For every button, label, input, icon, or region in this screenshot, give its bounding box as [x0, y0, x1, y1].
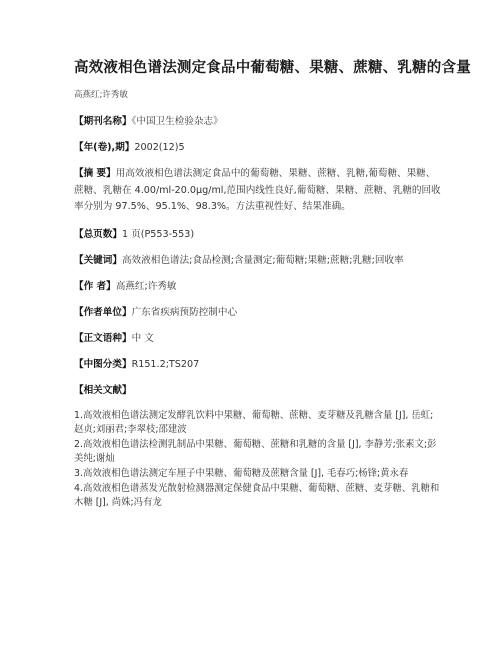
field-author-value: 高燕红;许秀敏: [115, 280, 177, 292]
field-abstract-value: 用高效液相色谱法测定食品中的葡萄糖、果糖、蔗糖、乳糖,葡萄糖、果糖、蔗糖、乳糖在 4.00/ml-20.0μg/ml,范围内线性良好,葡萄糖、果糖、蔗糖、乳糖的回收率分别为 97.5%、95.1%、98.3%。方法重视性好、结果准确。: [74, 168, 441, 212]
field-author: [74, 279, 442, 294]
field-year: [74, 140, 442, 155]
field-keywords: [74, 253, 442, 268]
field-related: [74, 383, 442, 398]
field-author-unit-value: 广东省疾病预防控制中心: [131, 306, 238, 318]
field-keywords-value: 高效液相色谱法;食品检测;含量测定;葡萄糖;果糖;蔗糖;乳糖;回收率: [121, 254, 404, 266]
field-language-label: 【正文语种】: [74, 332, 132, 344]
field-journal-label: 【期刊名称】: [74, 116, 132, 127]
field-journal-value: 《中国卫生检验杂志》: [131, 116, 223, 127]
field-keywords-label: 【关键词】: [74, 254, 122, 266]
reference-list: [74, 409, 442, 510]
field-year-label: 【年(卷),期】: [74, 142, 135, 153]
reference-item[interactable]: 3.高效液相色谱法测定车厘子中果糖、葡萄糖及蔗糖含量 [J], 毛春巧;杨锋;黄永春: [74, 467, 409, 479]
reference-item[interactable]: 1.高效液相色谱法测定发酵乳饮料中果糖、葡萄糖、蔗糖、麦芽糖及乳糖含量 [J], 岳虹;赵贞;刘丽君;李翠枝;邵建波: [74, 409, 434, 435]
field-classification-label: 【中图分类】: [74, 358, 132, 370]
document-title: 高效液相色谱法测定食品中葡萄糖、果糖、蔗糖、乳糖的含量: [74, 60, 471, 76]
field-classification-value: R151.2;TS207: [131, 358, 200, 370]
field-abstract-label: 【摘 要】: [74, 168, 116, 179]
field-language: [74, 331, 442, 346]
field-pages-value: 1 页(P553-553): [121, 228, 195, 240]
field-journal: [74, 114, 442, 129]
reference-item[interactable]: 2.高效液相色谱法检测乳制品中果糖、葡萄糖、蔗糖和乳糖的含量 [J], 李静芳;张素文;彭美纯;谢灿: [74, 438, 437, 464]
field-language-value: 中 文: [131, 332, 154, 344]
field-abstract: [74, 166, 442, 216]
field-classification: [74, 357, 442, 372]
field-author-unit: [74, 305, 442, 320]
field-author-label: 【作 者】: [74, 280, 116, 292]
field-pages-label: 【总页数】: [74, 228, 122, 240]
field-pages: [74, 227, 442, 242]
reference-item[interactable]: 4.高效液相色谱蒸发光散射检测器测定保健食品中果糖、葡萄糖、蔗糖、麦芽糖、乳糖和木糖 [J], 尚姝;冯有龙: [74, 482, 440, 508]
field-author-unit-label: 【作者单位】: [74, 306, 132, 318]
field-year-value: 2002(12)5: [134, 142, 185, 153]
document-authors: 高燕红;许秀敏: [74, 90, 128, 100]
field-related-label: 【相关文献】: [74, 384, 132, 396]
